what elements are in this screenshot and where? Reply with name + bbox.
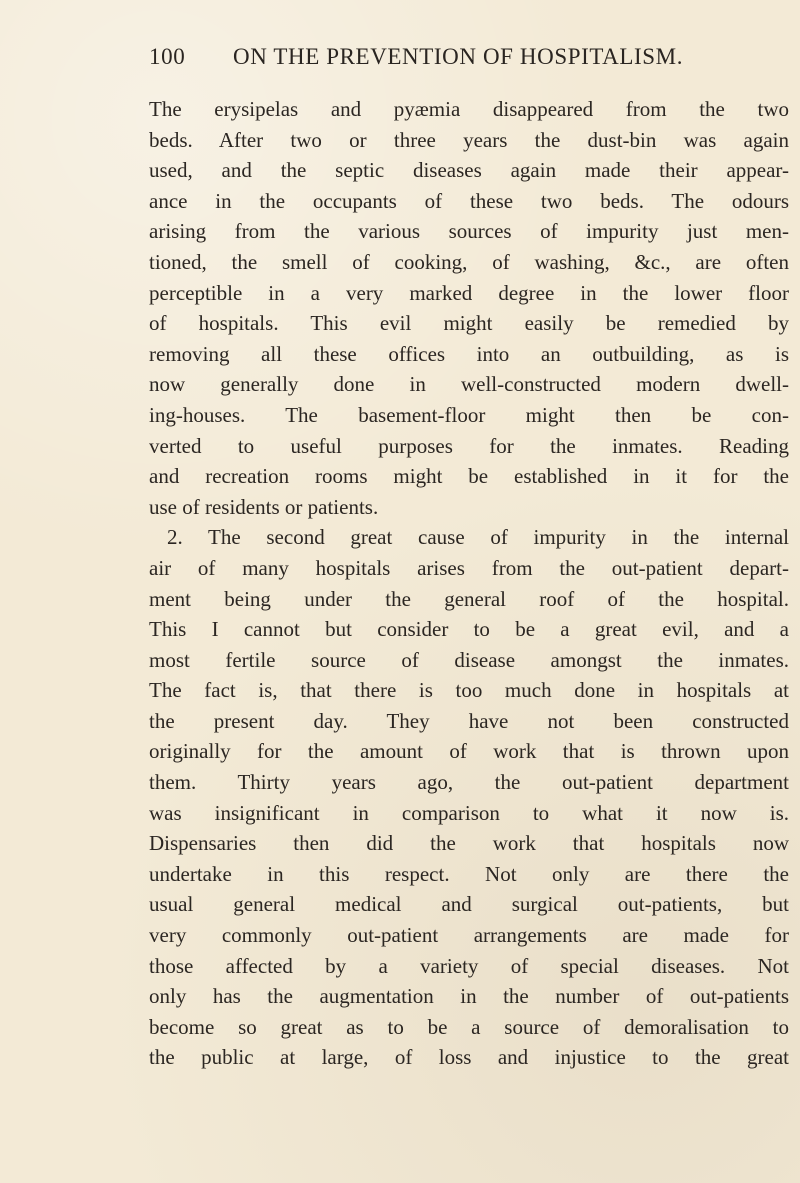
text-line: perceptible in a very marked degree in the lower floor <box>149 280 789 305</box>
text-line: usual general medical and surgical out-patients, but <box>149 892 789 917</box>
text-line: was insignificant in comparison to what it now is. <box>149 800 789 825</box>
text-line: ing-houses. The basement-floor might then be con- <box>149 402 789 427</box>
text-line: undertake in this respect. Not only are there the <box>149 861 789 886</box>
text-line: 2. The second great cause of impurity in the internal <box>167 525 789 550</box>
text-line: This I cannot but consider to be a great evil, and a <box>149 617 789 642</box>
text-line: Dispensaries then did the work that hospitals now <box>149 831 789 856</box>
running-title: ON THE PREVENTION OF HOSPITALISM. <box>233 44 684 69</box>
text-line: use of residents or patients. <box>149 494 379 519</box>
text-line: ment being under the general roof of the hospital. <box>149 586 789 611</box>
text-line: tioned, the smell of cooking, of washing, &c., are often <box>149 249 789 274</box>
page-number: 100 <box>149 44 186 69</box>
text-line: them. Thirty years ago, the out-patient department <box>149 770 789 795</box>
text-line: the present day. They have not been constructed <box>149 708 789 733</box>
text-line: used, and the septic diseases again made their appear- <box>149 158 789 183</box>
text-line: The erysipelas and pyæmia disappeared from the two <box>149 97 789 121</box>
text-line: now generally done in well-constructed modern dwell- <box>149 372 789 397</box>
text-line: very commonly out-patient arrangements are made for <box>149 923 789 948</box>
text-line: removing all these offices into an outbuilding, as is <box>149 341 789 366</box>
text-line: the public at large, of loss and injustice to the great <box>149 1045 789 1070</box>
text-line: air of many hospitals arises from the out-patient depart- <box>149 555 789 580</box>
text-line: arising from the various sources of impurity just men- <box>149 219 789 244</box>
text-line: most fertile source of disease amongst the inmates. <box>149 647 789 672</box>
body-text <box>149 94 789 1073</box>
text-line: ance in the occupants of these two beds. The odours <box>149 188 789 213</box>
text-line: those affected by a variety of special diseases. Not <box>149 953 789 978</box>
text-line: become so great as to be a source of demoralisation to <box>149 1014 789 1039</box>
text-line: beds. After two or three years the dust-bin was again <box>149 127 789 152</box>
text-line: of hospitals. This evil might easily be remedied by <box>149 311 789 336</box>
running-head <box>149 44 749 78</box>
text-line: originally for the amount of work that is thrown upon <box>149 739 789 764</box>
text-line: verted to useful purposes for the inmates. Reading <box>149 433 789 458</box>
text-line: only has the augmentation in the number of out-patients <box>149 984 789 1009</box>
text-line: and recreation rooms might be established in it for the <box>149 464 789 489</box>
text-line: The fact is, that there is too much done in hospitals at <box>149 678 789 703</box>
